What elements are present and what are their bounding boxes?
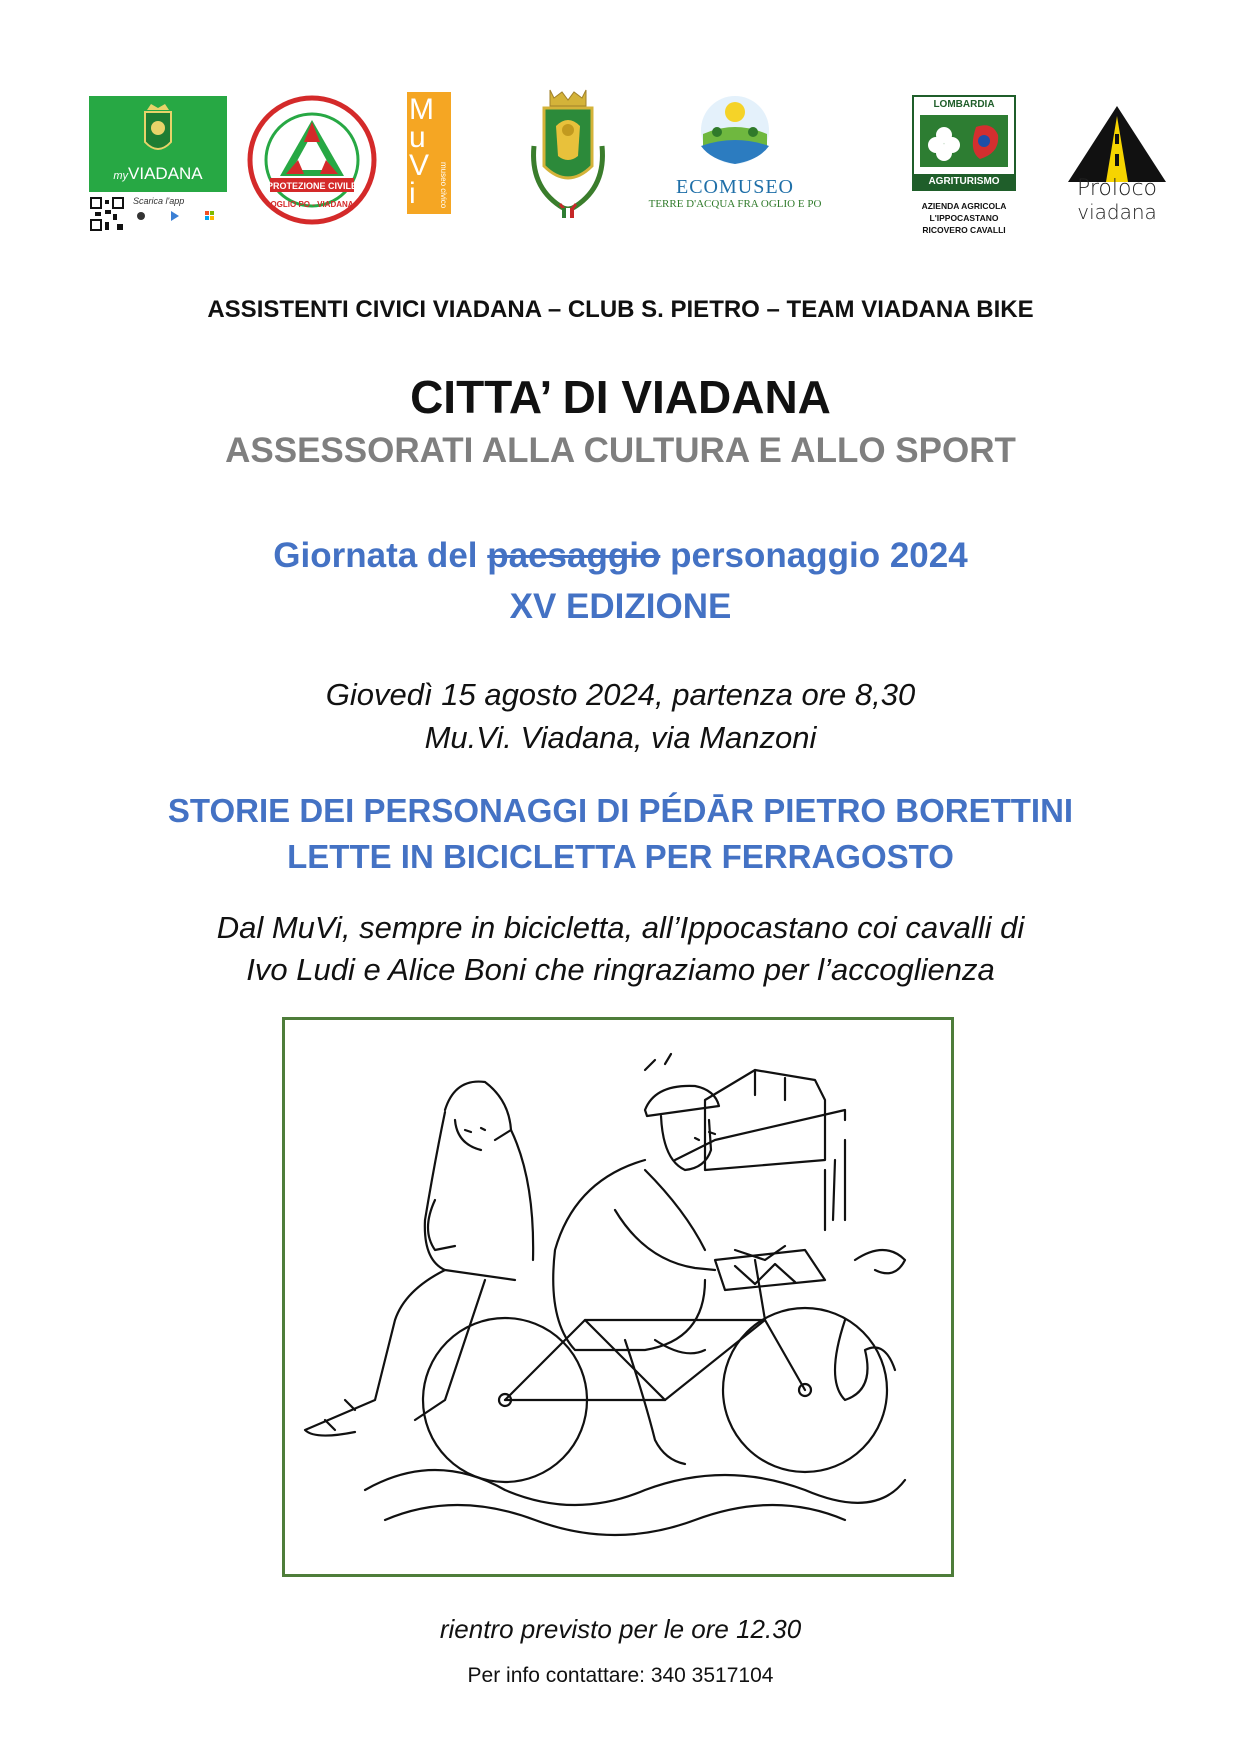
protezione-civile-bottom: OGLIO PO - VIADANA	[270, 200, 354, 209]
agriturismo-line-3: RICOVERO CAVALLI	[922, 225, 1006, 235]
event-location: Mu.Vi. Viadana, via Manzoni	[424, 720, 817, 755]
return-time: rientro previsto per le ore 12.30	[439, 1614, 802, 1644]
muvi-subtitle: museo civico	[439, 162, 448, 209]
description-line-2: Ivo Ludi e Alice Boni che ringraziamo per l’accoglienza	[246, 952, 995, 987]
ecomuseo-title: ECOMUSEO	[675, 176, 794, 198]
headline-line-1: STORIE DEI PERSONAGGI DI PÉDĀR PIETRO BORETTINI	[167, 792, 1074, 829]
event-edition: XV EDIZIONE	[509, 587, 732, 626]
event-title-suffix: personaggio 2024	[670, 536, 968, 575]
departments: ASSESSORATI ALLA CULTURA E ALLO SPORT	[225, 431, 1016, 470]
myviadana-title: VIADANA	[128, 164, 203, 183]
illustration-frame	[282, 1017, 954, 1577]
rooster-clover-icon	[914, 113, 1014, 169]
headline-line-2: LETTE IN BICICLETTA PER FERRAGOSTO	[287, 838, 954, 875]
myviadana-subtitle: Scarica l'app	[133, 196, 185, 206]
ecomuseo-subtitle: TERRE D'ACQUA FRA OGLIO E PO	[648, 198, 822, 210]
proloco-logo	[1054, 104, 1184, 224]
agriturismo-top: LOMBARDIA	[933, 99, 995, 110]
myviadana-logo	[89, 96, 227, 232]
city-title: CITTA’ DI VIADANA	[410, 371, 831, 423]
event-title	[0, 536, 1241, 576]
event-date-time: Giovedì 15 agosto 2024, partenza ore 8,30	[325, 677, 916, 712]
agriturismo-band: AGRITURISMO	[914, 174, 1014, 189]
city-crest-icon	[520, 86, 616, 236]
organizers: ASSISTENTI CIVICI VIADANA – CLUB S. PIETRO – TEAM VIADANA BIKE	[207, 296, 1034, 323]
contact-info: Per info contattare: 340 3517104	[467, 1664, 774, 1687]
description-line-1: Dal MuVi, sempre in bicicletta, all’Ippocastano coi cavalli di	[216, 910, 1025, 945]
ecomuseo-logo	[648, 94, 885, 224]
protezione-civile-logo	[246, 94, 378, 226]
proloco-line-2: viadana	[1077, 200, 1157, 224]
muvi-logo	[407, 92, 451, 214]
protezione-civile-top: PROTEZIONE CIVILE	[266, 181, 358, 191]
event-title-struck: paesaggio	[487, 536, 661, 575]
myviadana-my: my	[113, 170, 129, 182]
proloco-line-1: Proloco	[1076, 176, 1158, 201]
event-title-prefix: Giornata del	[273, 536, 478, 575]
agriturismo-line-1: AZIENDA AGRICOLA	[921, 201, 1007, 211]
agriturismo-line-2: L'IPPOCASTANO	[929, 213, 999, 223]
logo-row	[0, 0, 1241, 260]
road-triangle-icon	[1062, 104, 1172, 184]
muvi-title: MuVi	[409, 93, 434, 210]
qr-code-icon	[89, 196, 125, 232]
app-store-icons	[133, 210, 223, 226]
agriturismo-logo	[912, 95, 1016, 245]
ecomuseo-landscape-icon	[655, 94, 885, 174]
cyclist-sketch-illustration	[285, 1020, 951, 1574]
